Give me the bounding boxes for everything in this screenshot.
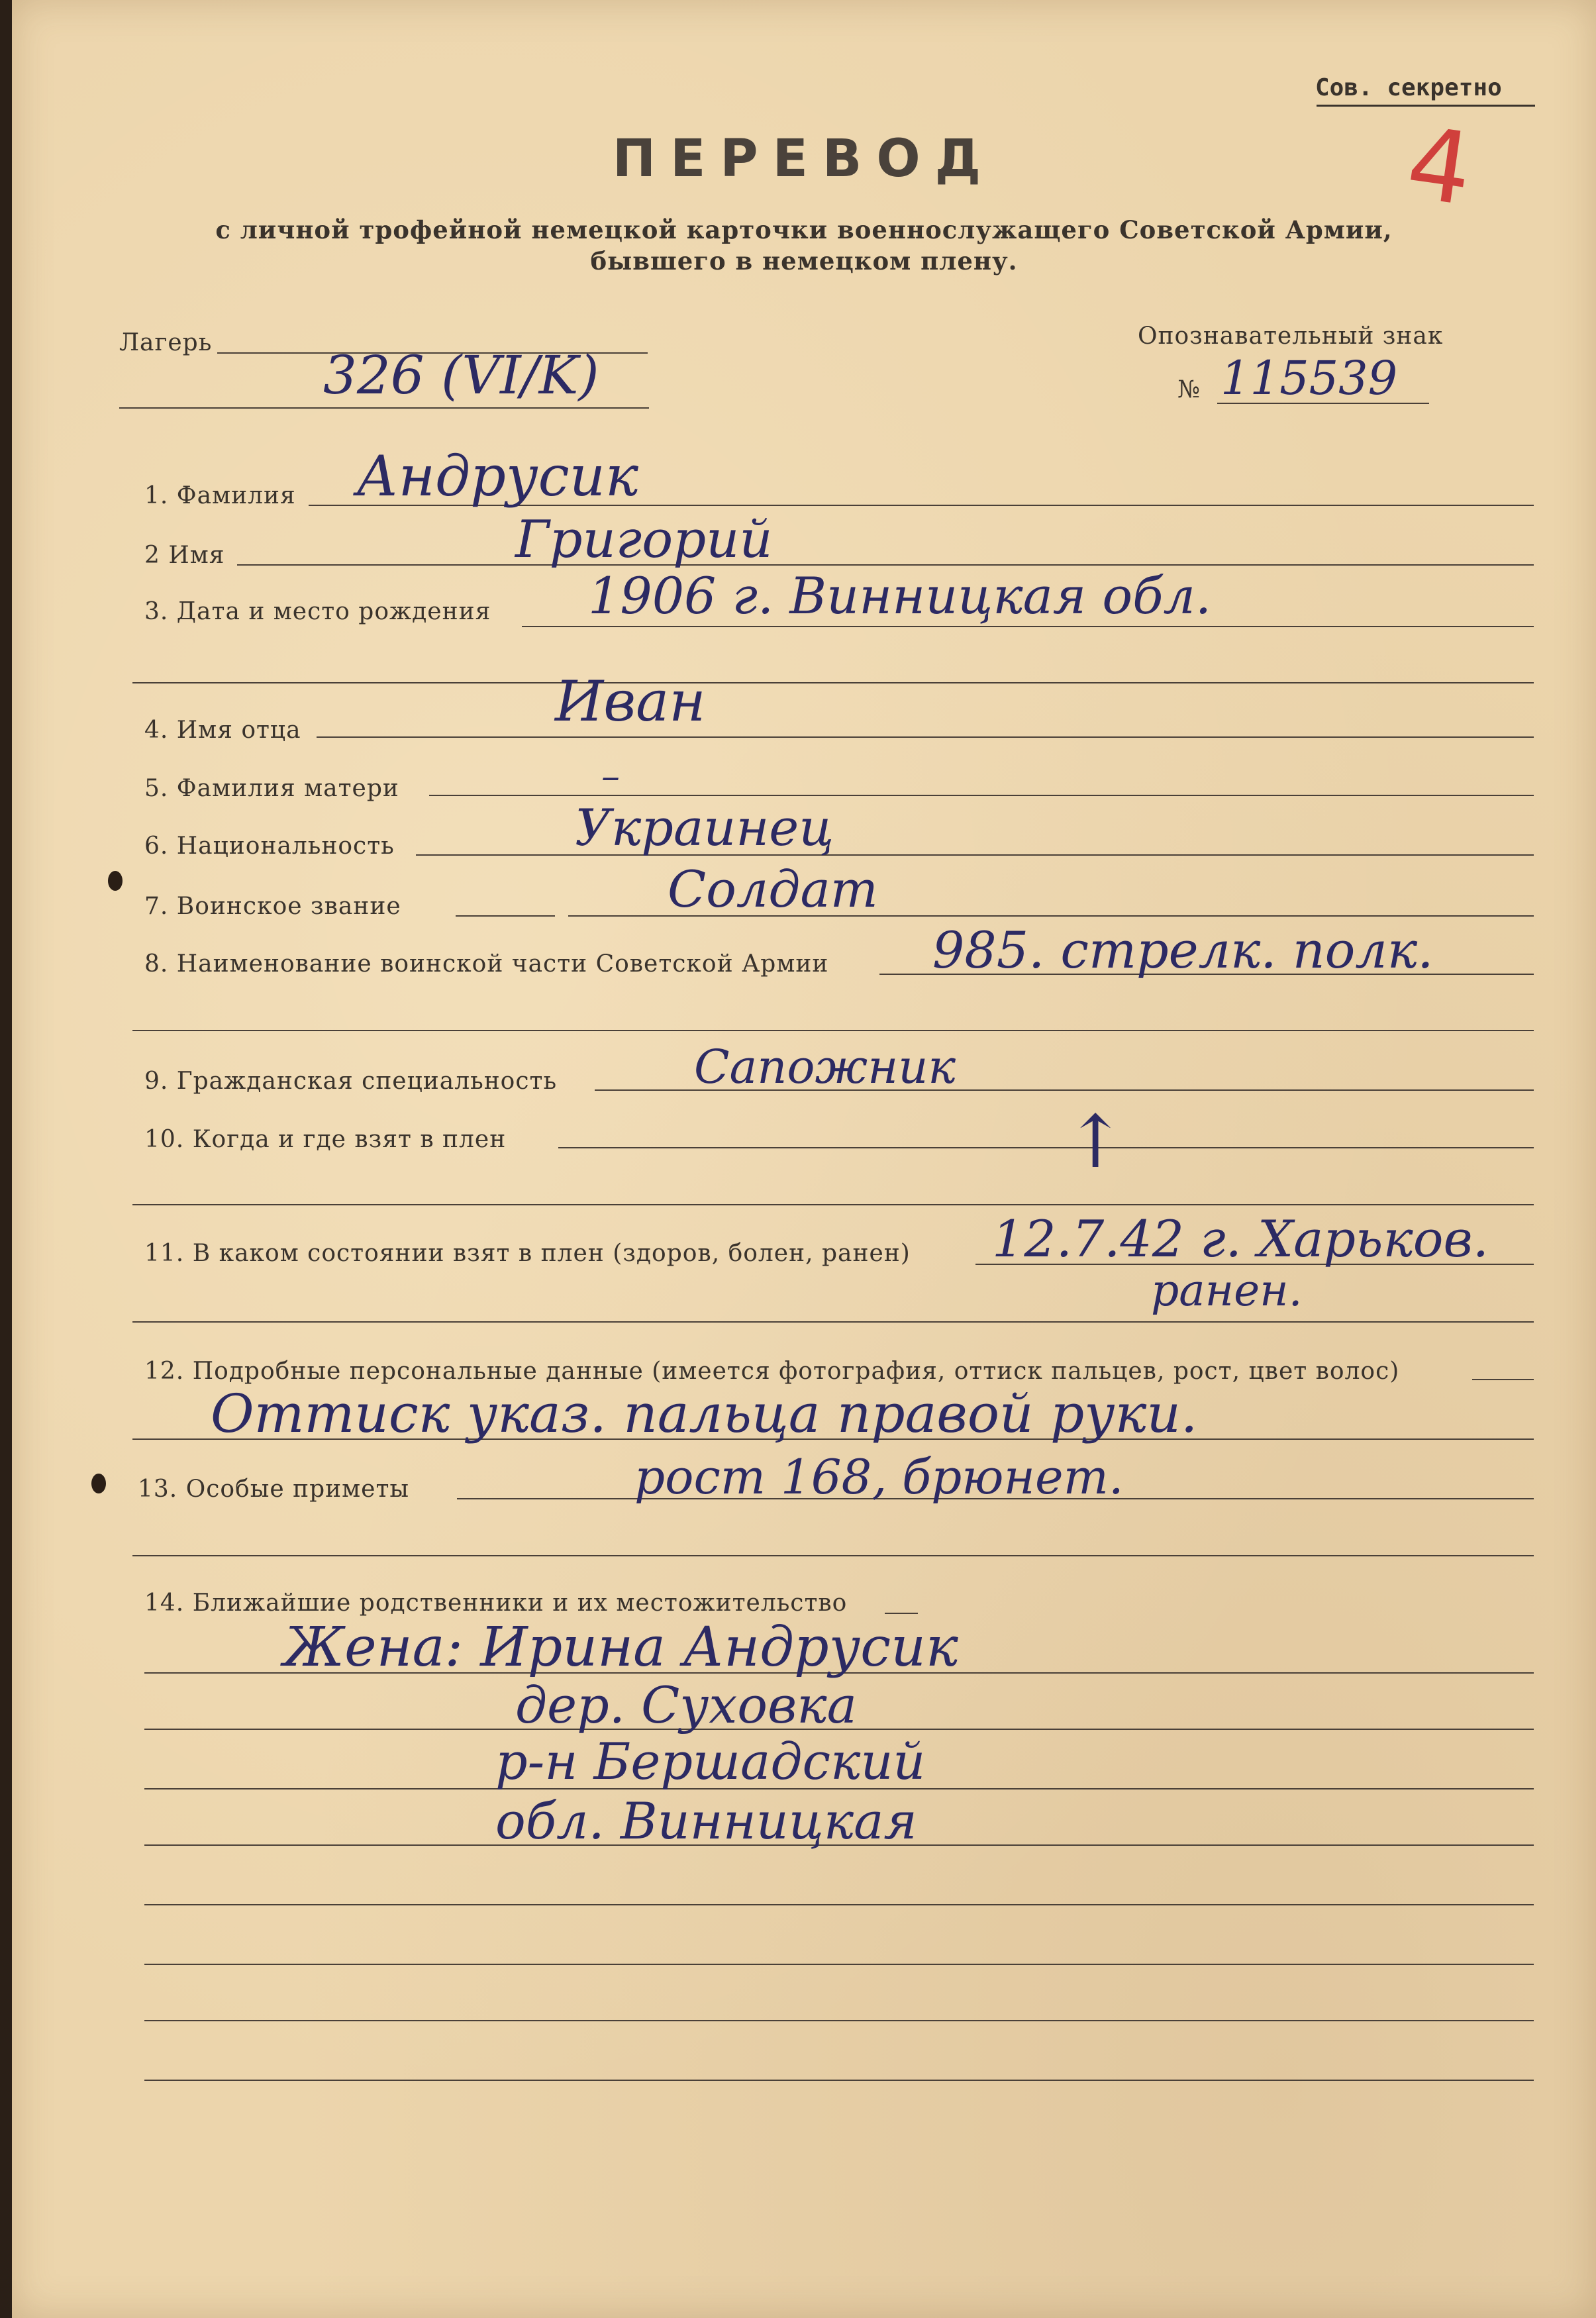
field-7-label: 7. Воинское звание (144, 893, 401, 920)
field-5-rule (429, 795, 1534, 796)
field-12-value: Оттиск указ. пальца правой руки. (211, 1383, 1198, 1444)
document-subtitle-line2: бывшего в немецком плену. (590, 246, 1018, 276)
ink-blot (91, 1474, 106, 1493)
field-12-label: 12. Подробные персональные данные (имеется фотография, оттиск пальцев, рост, цвет волос) (144, 1358, 1400, 1385)
document-sheet (12, 0, 1596, 2318)
relatives-line-2: дер. Суховка (515, 1676, 857, 1735)
field-3-label: 3. Дата и место рождения (144, 598, 491, 625)
field-8-rule-2 (132, 1030, 1534, 1031)
field-8-value: 985. стрелк. полк. (932, 921, 1434, 980)
field-14-rule-7 (144, 2020, 1534, 2021)
field-11-value: 12.7.42 г. Харьков. (992, 1209, 1489, 1268)
camp-label: Лагерь (119, 329, 213, 356)
field-11-value-2: ранен. (1151, 1265, 1303, 1316)
relatives-line-1: Жена: Ирина Андрусик (283, 1616, 958, 1679)
field-10-rule-2 (132, 1204, 1534, 1205)
field-3-value: 1906 г. Винницкая обл. (588, 566, 1212, 625)
field-5-label: 5. Фамилия матери (144, 775, 399, 802)
field-2-rule (237, 564, 1534, 566)
field-14-label: 14. Ближайшие родственники и их местожительство (144, 1589, 848, 1617)
field-6-label: 6. Национальность (144, 832, 395, 860)
tag-value: 115539 (1221, 351, 1398, 405)
field-4-rule (317, 736, 1534, 738)
ink-blot (108, 871, 123, 891)
field-7-rule-a (456, 915, 555, 917)
field-13-label: 13. Особые приметы (138, 1476, 410, 1503)
field-7-value: Солдат (668, 860, 878, 919)
field-13-rule-2 (132, 1555, 1534, 1556)
field-12-rule (1472, 1379, 1534, 1380)
field-9-label: 9. Гражданская специальность (144, 1068, 558, 1095)
field-14-rule-8 (144, 2080, 1534, 2081)
field-10-label: 10. Когда и где взят в плен (144, 1126, 507, 1153)
camp-rule-2 (119, 407, 649, 409)
red-page-mark: 4 (1400, 105, 1479, 228)
field-6-value: Украинец (575, 798, 834, 857)
field-1-label: 1. Фамилия (144, 482, 296, 509)
tag-number-prefix: № (1177, 376, 1201, 403)
field-10-rule (558, 1147, 1534, 1148)
relatives-line-4: обл. Винницкая (495, 1791, 917, 1850)
camp-value: 326 (VI/K) (323, 344, 599, 406)
document-subtitle-line1: с личной трофейной немецкой карточки военнослужащего Советской Армии, (215, 215, 1393, 244)
relatives-line-3: р-н Бершадский (495, 1732, 926, 1791)
field-11-rule-2 (132, 1321, 1534, 1323)
field-14-rule-6 (144, 1964, 1534, 1965)
field-4-label: 4. Имя отца (144, 717, 301, 744)
field-3-rule (522, 626, 1534, 627)
field-1-value: Андрусик (356, 444, 638, 509)
secrecy-stamp: Сов. секретно (1315, 74, 1502, 101)
field-9-value: Сапожник (694, 1040, 956, 1094)
document-title: ПЕРЕВОД (612, 129, 996, 189)
field-8-label: 8. Наименование воинской части Советской Армии (144, 950, 829, 978)
field-5-value: – (601, 755, 620, 798)
tag-label: Опознавательный знак (1138, 323, 1444, 350)
field-14-rule (885, 1613, 918, 1614)
field-13-value: рост 168, брюнет. (634, 1449, 1124, 1505)
field-3-rule-2 (132, 682, 1534, 683)
field-4-value: Иван (555, 669, 706, 734)
field-2-label: 2 Имя (144, 542, 225, 569)
field-10-value: ↑ (1065, 1099, 1126, 1184)
field-14-rule-5 (144, 1904, 1534, 1905)
field-2-value: Григорий (515, 510, 773, 570)
field-11-label: 11. В каком состоянии взят в плен (здоров, болен, ранен) (144, 1240, 911, 1267)
